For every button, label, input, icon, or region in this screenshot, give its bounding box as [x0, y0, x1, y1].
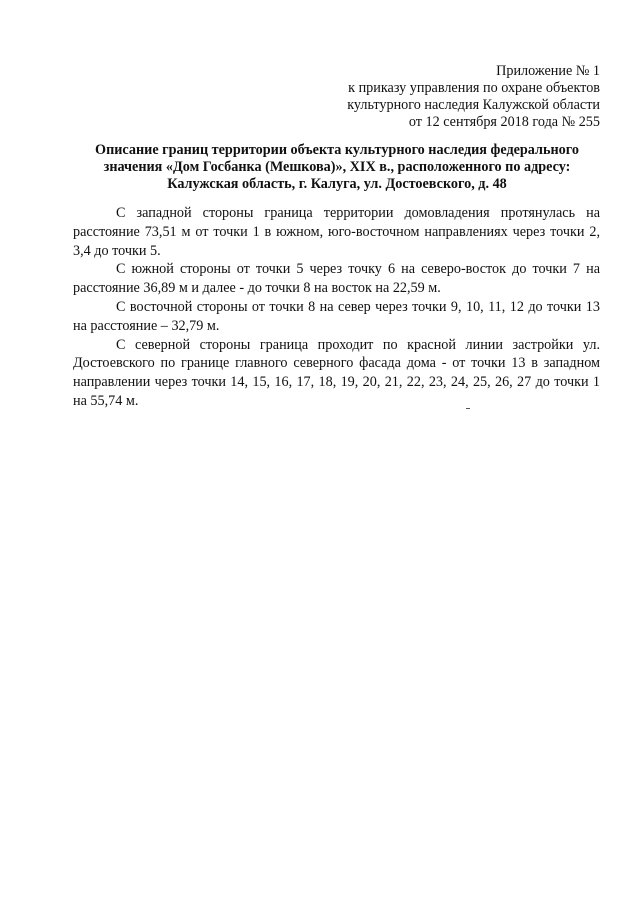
title-line-1: Описание границ территории объекта культурного наследия федерального: [95, 142, 579, 158]
paragraph-north-boundary: С северной стороны граница проходит по красной линии застройки ул. Достоевского по границе главного северного фасада дома - от точки 13 в западном направлении через точки 14, 15, 16, 17, 18, 19, 20, 21, 22, 23, 24, 25, 26, 27 до точки 1 на 55,74 м.: [73, 336, 600, 409]
paragraph-south-boundary: С южной стороны от точки 5 через точку 6 на северо-восток до точки 7 на расстояние 36,89 м и далее - до точки 8 на восток на 22,59 м.: [73, 261, 600, 297]
document-title: [72, 142, 602, 193]
scan-mark: [466, 408, 470, 409]
title-line-3: Калужская область, г. Калуга, ул. Достоевского, д. 48: [167, 176, 507, 192]
paragraph-east-boundary: С восточной стороны от точки 8 на север через точки 9, 10, 11, 12 до точки 13 на расстояние – 32,79 м.: [73, 298, 600, 334]
appendix-order-reference: к приказу управления по охране объектов: [348, 80, 600, 96]
document-body: [73, 204, 600, 411]
paragraph-west-boundary: С западной стороны граница территории домовладения протянулась на расстояние 73,51 м от точки 1 в южном, юго-восточном направлениях через точки 2, 3,4 до точки 5.: [73, 205, 600, 259]
title-line-2: значения «Дом Госбанка (Мешкова)», XIX в., расположенного по адресу:: [103, 159, 571, 175]
appendix-authority: культурного наследия Калужской области: [347, 97, 600, 113]
appendix-date: от 12 сентября 2018 года № 255: [408, 114, 600, 130]
appendix-number: Приложение № 1: [496, 63, 600, 79]
appendix-header: [180, 63, 600, 131]
